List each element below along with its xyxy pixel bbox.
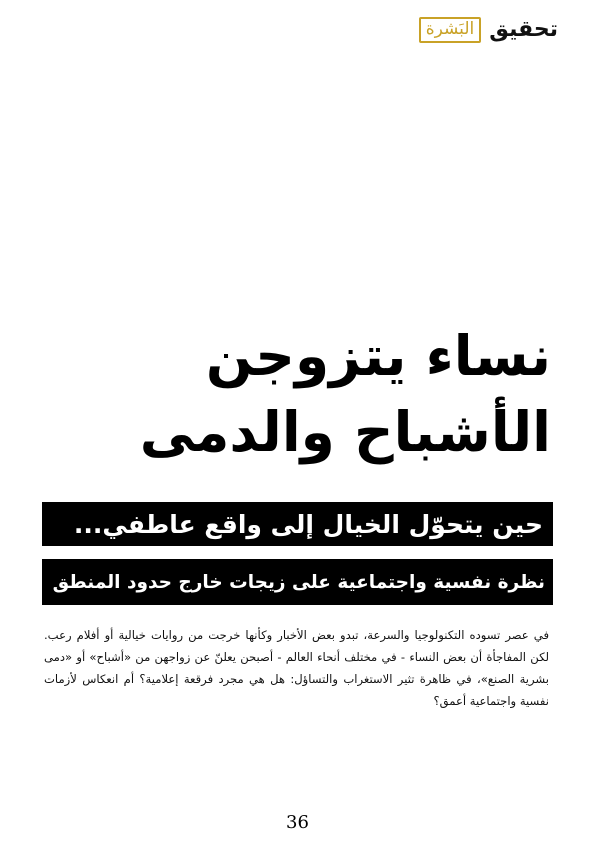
page-header bbox=[419, 14, 558, 46]
title-line-2: الأشباح والدمى bbox=[139, 400, 551, 464]
article-title bbox=[31, 318, 551, 470]
deck-text: نظرة نفسية واجتماعية على زيجات خارج حدود المنطق bbox=[52, 571, 545, 593]
section-label: تحقيق bbox=[489, 17, 558, 42]
subtitle-text: حين يتحوّل الخيال إلى واقع عاطفي... bbox=[73, 509, 543, 539]
subtitle-bar bbox=[42, 502, 553, 546]
deck-bar bbox=[42, 559, 553, 605]
title-line-1: نساء يتزوجن bbox=[205, 324, 551, 388]
magazine-logo: البَشرة bbox=[419, 17, 482, 44]
intro-paragraph: في عصر تسوده التكنولوجيا والسرعة، تبدو بعض الأخبار وكأنها خرجت من روايات خيالية أو أفلام رعب. لكن المفاجأة أن بعض النساء - في مختلف أنحاء العالم - أصبحن يعلنّ عن زواجهن من «أشباح» أو «دمى بشرية الصنع»، في ظاهرة تثير الاستغراب والتساؤل: هل هي مجرد فرقعة إعلامية؟ أم انعكاس لأزمات نفسية واجتماعية أعمق؟ bbox=[44, 628, 549, 708]
page-number: 36 bbox=[286, 812, 309, 833]
